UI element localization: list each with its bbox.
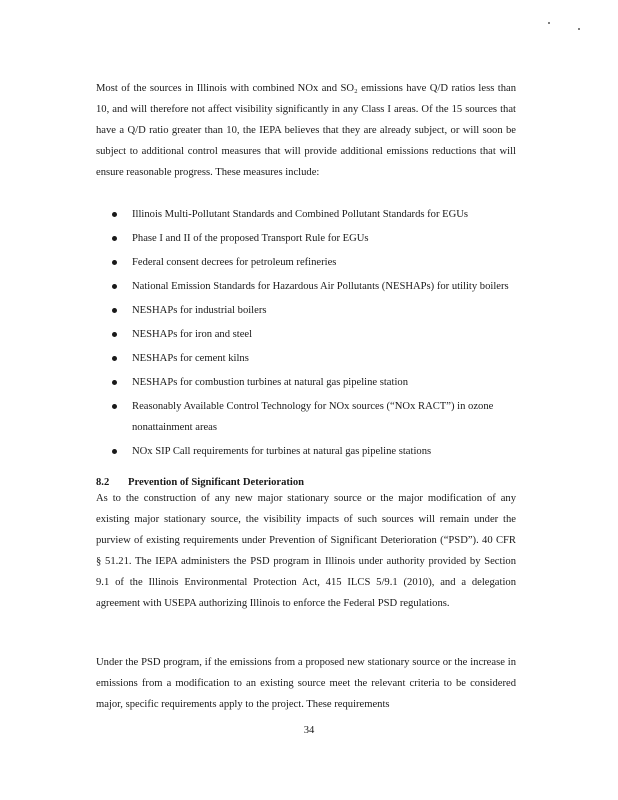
psd-program-paragraph: Under the PSD program, if the emissions from a proposed new stationary source or the increase in emissions from a modification to an existing source meet the relevant criteria to be considered major, specific requirements apply to the project. These requirements xyxy=(96,657,516,710)
psd-paragraph: As to the construction of any new major stationary source or the major modification of any existing major stationary source, the visibility impacts of such sources will remain under the purview of existing requirements under Prevention of Significant Deterioration (“PSD”). 40 CFR § 51.21. The IEPA administers the PSD program in Illinois under authority provided by Section 9.1 of the Illinois Environmental Protection Act, 415 ILCS 5/9.1 (2010), and a delegation agreement with USEPA authorizing Illinois to enforce the Federal PSD regulations. xyxy=(96,493,516,609)
list-item-text: Phase I and II of the proposed Transport Rule for EGUs xyxy=(132,233,369,244)
bullet-icon xyxy=(112,308,117,313)
list-item xyxy=(112,348,516,369)
list-item-text: NESHAPs for cement kilns xyxy=(132,353,249,364)
bullet-icon xyxy=(112,380,117,385)
bullet-icon xyxy=(112,260,117,265)
scan-speck xyxy=(548,22,550,24)
list-item-text: NESHAPs for combustion turbines at natural gas pipeline station xyxy=(132,377,408,388)
list-item xyxy=(112,396,516,438)
list-item xyxy=(112,324,516,345)
list-item xyxy=(112,252,516,273)
bullet-icon xyxy=(112,212,117,217)
list-item-text: Federal consent decrees for petroleum refineries xyxy=(132,257,337,268)
intro-paragraph: Most of the sources in Illinois with combined NOx and SO₂ emissions have Q/D ratios less than 10, and will therefore not affect visibility significantly in any Class I areas. Of the 15 sources that have a Q/D ratio greater than 10, the IEPA believes that they are already subject, or will soon be subject to additional control measures that will provide additional emissions reductions that will ensure reasonable progress. These measures include: xyxy=(96,83,516,178)
list-item xyxy=(112,228,516,249)
list-item-text: National Emission Standards for Hazardous Air Pollutants (NESHAPs) for utility boilers xyxy=(132,281,509,292)
bullet-icon xyxy=(112,449,117,454)
list-item-text: Illinois Multi-Pollutant Standards and Combined Pollutant Standards for EGUs xyxy=(132,209,469,220)
list-item xyxy=(112,372,516,393)
bullet-icon xyxy=(112,356,117,361)
control-measures-list xyxy=(112,204,516,465)
list-item-text: NOx SIP Call requirements for turbines at natural gas pipeline stations xyxy=(132,446,432,457)
list-item-text: NESHAPs for industrial boilers xyxy=(132,305,267,316)
list-item xyxy=(112,204,516,225)
list-item xyxy=(112,441,516,462)
list-item xyxy=(112,276,516,297)
list-item-text: Reasonably Available Control Technology for NOx sources (“NOx RACT”) in ozone nonattainment areas xyxy=(132,401,494,433)
list-item xyxy=(112,300,516,321)
section-title: Prevention of Significant Deterioration xyxy=(128,477,305,488)
bullet-icon xyxy=(112,332,117,337)
bullet-icon xyxy=(112,404,117,409)
section-number: 8.2 xyxy=(96,477,110,488)
list-item-text: NESHAPs for iron and steel xyxy=(132,329,253,340)
scan-speck xyxy=(578,28,580,30)
page-number: 34 xyxy=(303,725,315,736)
bullet-icon xyxy=(112,236,117,241)
bullet-icon xyxy=(112,284,117,289)
